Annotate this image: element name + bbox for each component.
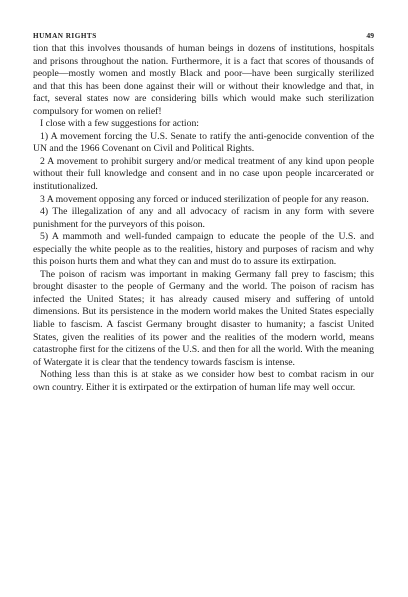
body-text	[33, 43, 374, 394]
paragraph-continuation: tion that this involves thousands of human beings in dozens of institutions, hospitals and prisons throughout the nation. Furthermore, it is a fact that scores of thousands of people—mostly women and mostly Black and poor—have been surgically sterilized and that this has been done against their will or without their knowledge and that, in fact, several states now are considering bills which would make such sterilization compulsory for women on relief!	[33, 43, 374, 117]
paragraph-suggestion-5: 5) A mammoth and well-funded campaign to educate the people of the U.S. and especially the white people as to the realities, history and purposes of racism and why this poison hurts them and what they can and must do to assure its extirpation.	[33, 231, 374, 268]
running-head	[33, 30, 374, 42]
paragraph-suggestion-3: 3 A movement opposing any forced or induced sterilization of people for any reason.	[40, 193, 369, 205]
paragraph-suggestion-2: 2 A movement to prohibit surgery and/or medical treatment of any kind upon people without their full knowledge and consent and in no case upon people incarcerated or institutionalized.	[33, 155, 374, 193]
paragraph-suggestion-4: 4) The illegalization of any and all advocacy of racism in any form with severe punishment for the purveyors of this poison.	[33, 206, 374, 230]
paragraph-intro-suggestions: I close with a few suggestions for action:	[40, 118, 199, 130]
page-number: 49	[366, 31, 374, 40]
paragraph-suggestion-1: 1) A movement forcing the U.S. Senate to ratify the anti-genocide convention of the UN and the 1966 Covenant on Civil and Political Rights.	[33, 130, 374, 155]
paragraph-racism-fascism: The poison of racism was important in making Germany fall prey to fascism; this brought disaster to the people of Germany and the world. The poison of racism has infected the United States; it has already caused misery and suffering of untold dimensions. But its persistence in the modern world makes the United States especially liable to fascism. A fascist Germany brought disaster to humanity; a fascist United States, given the realities of its power and the realities of the modern world, means catastrophe first for the citizens of the U.S. and then for all the world. With the meaning of Watergate it is clear that the tendency towards fascism is intense.	[33, 268, 374, 368]
paragraph-conclusion: Nothing less than this is at stake as we consider how best to combat racism in our own country. Either it is extirpated or the extirpation of human life may well occur.	[33, 369, 374, 393]
running-title: HUMAN RIGHTS	[33, 32, 97, 40]
